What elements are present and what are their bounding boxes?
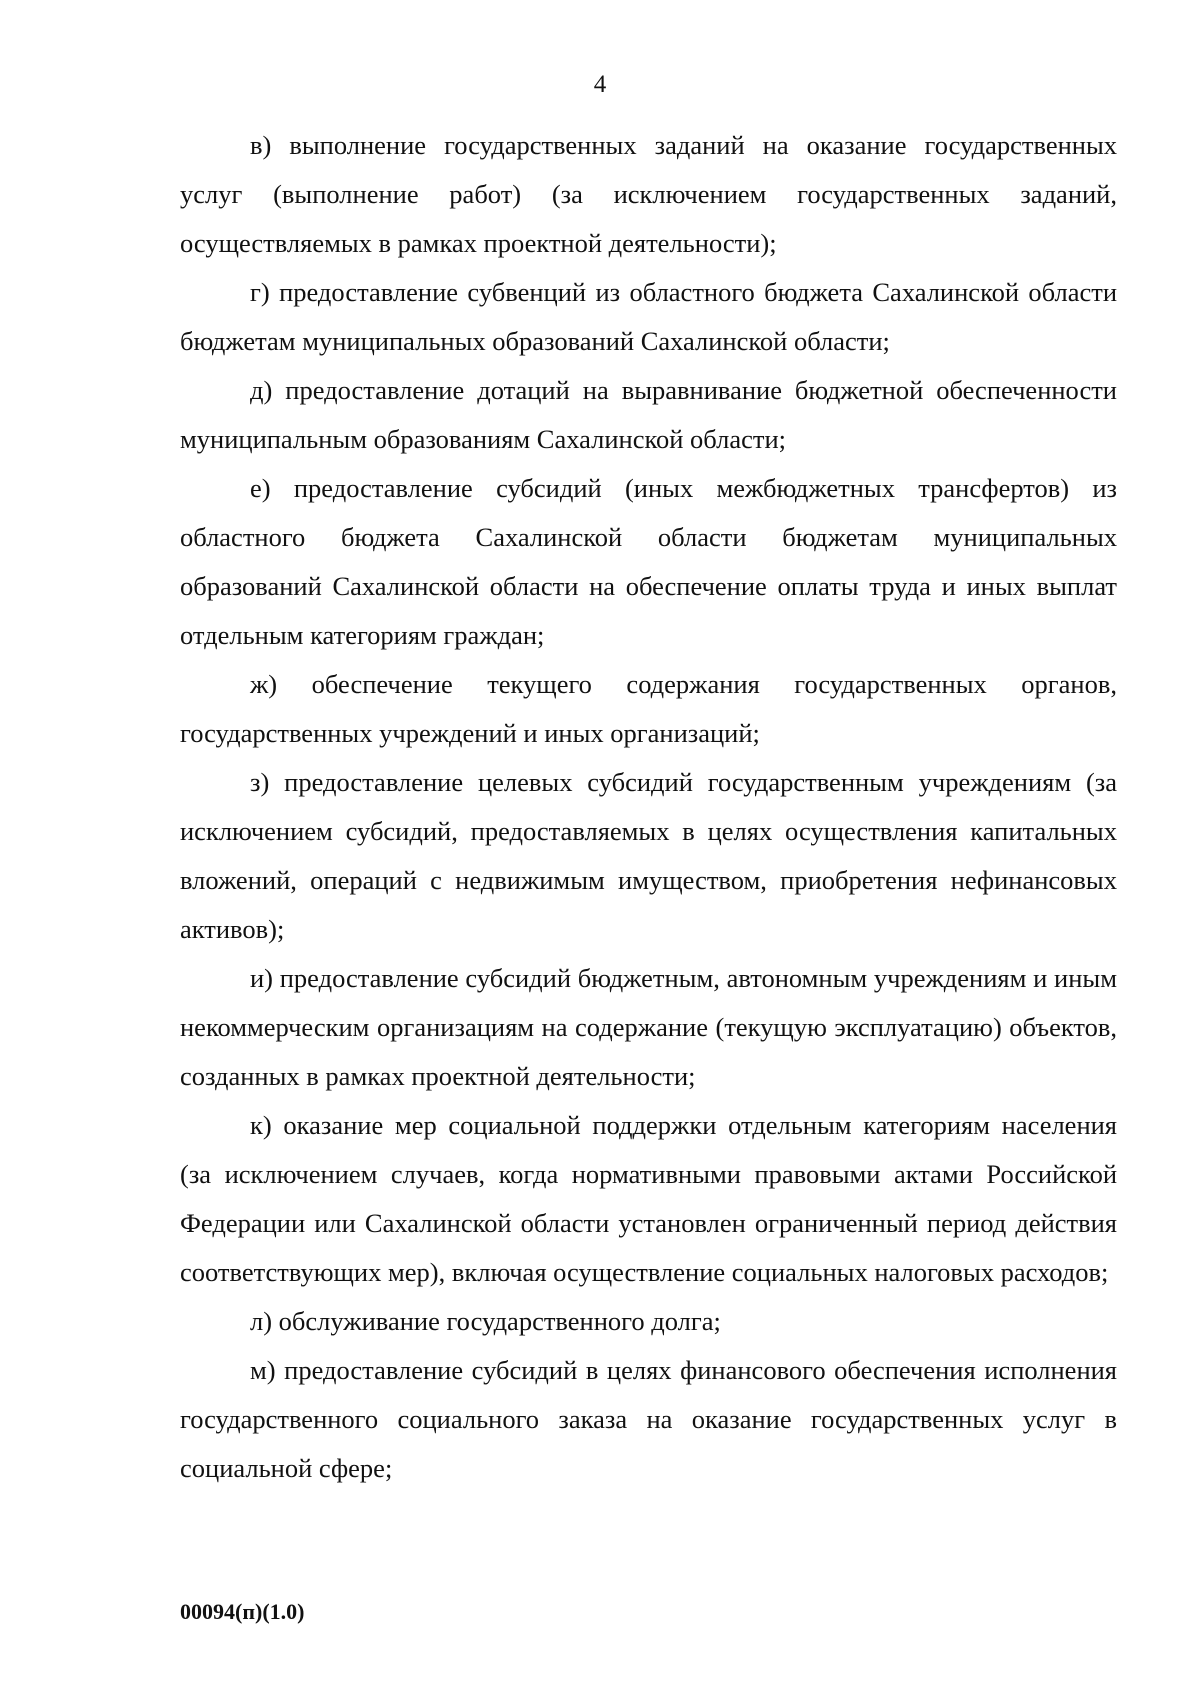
list-item-d: д) предоставление дотаций на выравнивание бюджетной обеспеченности муниципальным образованиям Сахалинской области; (180, 375, 1117, 454)
list-item-k: к) оказание мер социальной поддержки отдельным категориям населения (за исключением случаев, когда нормативными правовыми актами Российской Федерации или Сахалинской области установлен ограниченный период действия соответствующих мер), включая осуществление социальных налоговых расходов; (180, 1110, 1117, 1287)
page-number: 4 (593, 71, 607, 98)
list-item-v: в) выполнение государственных заданий на оказание государственных услуг (выполнение работ) (за исключением государственных заданий, осуществляемых в рамках проектной деятельности); (180, 130, 1117, 258)
list-item-z: з) предоставление целевых субсидий государственным учреждениям (за исключением субсидий, предоставляемых в целях осуществления капитальных вложений, операций с недвижимым имуществом, приобретения нефинансовых активов); (180, 767, 1117, 944)
document-code: 00094(п)(1.0) (180, 1599, 305, 1624)
list-item-zh: ж) обеспечение текущего содержания государственных органов, государственных учреждений и иных организаций; (180, 669, 1117, 748)
document-body (180, 121, 1117, 1493)
list-item-l: л) обслуживание государственного долга; (250, 1306, 721, 1336)
list-item-i: и) предоставление субсидий бюджетным, автономным учреждениям и иным некоммерческим организациям на содержание (текущую эксплуатацию) объектов, созданных в рамках проектной деятельности; (180, 963, 1117, 1091)
list-item-g: г) предоставление субвенций из областного бюджета Сахалинской области бюджетам муниципальных образований Сахалинской области; (180, 277, 1117, 356)
list-item-e: е) предоставление субсидий (иных межбюджетных трансфертов) из областного бюджета Сахалинской области бюджетам муниципальных образований Сахалинской области на обеспечение оплаты труда и иных выплат отдельным категориям граждан; (180, 473, 1117, 650)
list-item-m: м) предоставление субсидий в целях финансового обеспечения исполнения государственного социального заказа на оказание государственных услуг в социальной сфере; (180, 1355, 1117, 1483)
